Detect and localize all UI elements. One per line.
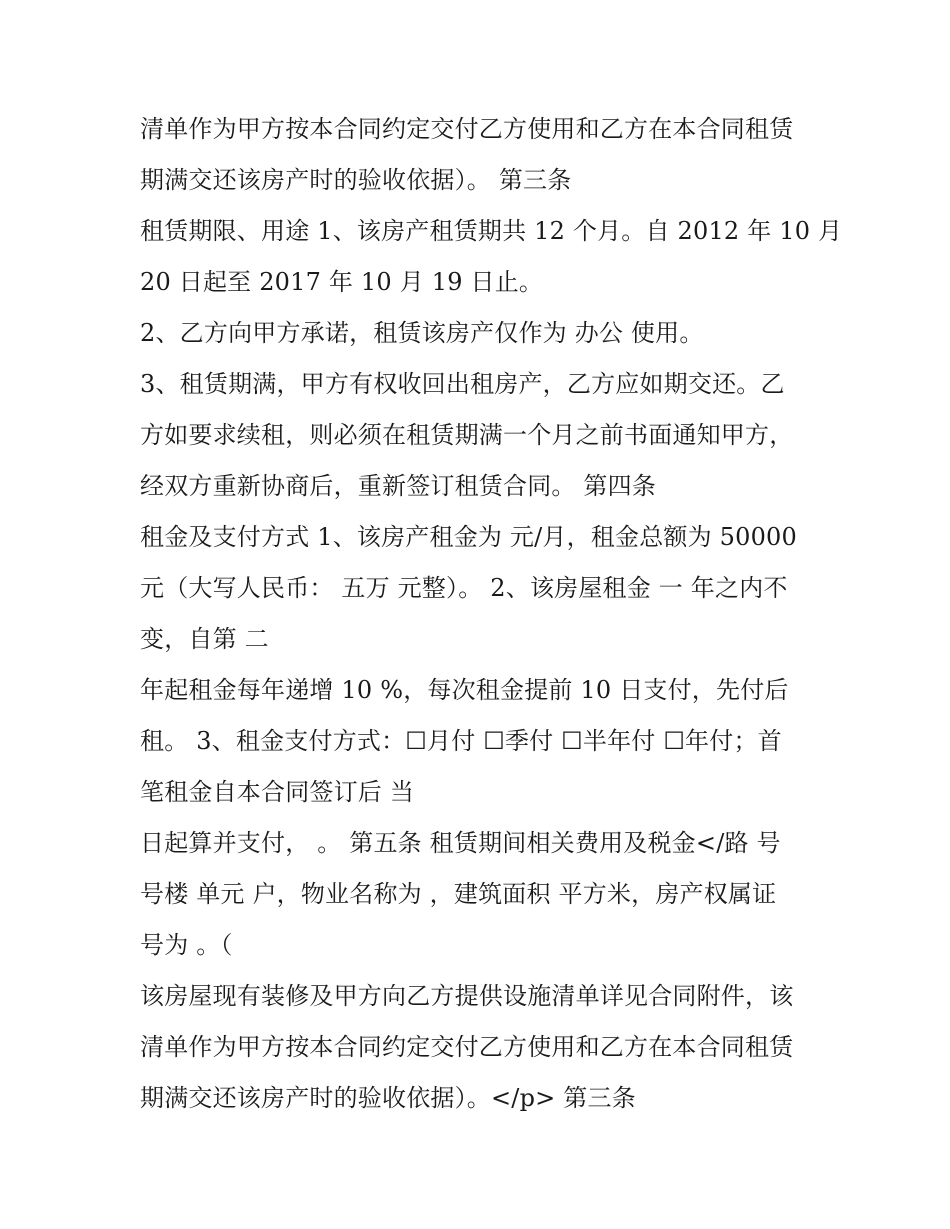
- text-line: 2、乙方向甲方承诺，租赁该房产仅作为 办公 使用。: [140, 319, 704, 347]
- text-line: 期满交还该房产时的验收依据）。 第三条: [140, 166, 572, 194]
- text-line: 经双方重新协商后，重新签订租赁合同。 第四条: [140, 472, 657, 500]
- text-line: 该房屋现有装修及甲方向乙方提供设施清单详见合同附件，该: [140, 982, 794, 1010]
- text-line: 变，自第 二: [140, 625, 269, 653]
- text-line: 方如要求续租，则必须在租赁期满一个月之前书面通知甲方，: [140, 421, 794, 449]
- text-line: 期满交还该房产时的验收依据）。</p> 第三条: [140, 1084, 636, 1112]
- text-line: 清单作为甲方按本合同约定交付乙方使用和乙方在本合同租赁: [140, 1033, 794, 1061]
- text-line: 年起租金每年递增 10 %，每次租金提前 10 日支付，先付后: [140, 676, 789, 704]
- text-line: 号楼 单元 户，物业名称为 ，建筑面积 平方米，房产权属证: [140, 880, 777, 908]
- text-line: 租金及支付方式 1、该房产租金为 元/月，租金总额为 50000: [140, 523, 797, 551]
- text-line: 日起算并支付， 。 第五条 租赁期间相关费用及税金</路 号: [140, 829, 781, 857]
- text-line: 20 日起至 2017 年 10 月 19 日止。: [140, 268, 544, 296]
- text-line: 笔租金自本合同签订后 当: [140, 778, 415, 806]
- contract-body-text: [140, 104, 843, 1124]
- text-line: 租。 3、租金支付方式：☐月付 ☐季付 ☐半年付 ☐年付；首: [140, 727, 782, 755]
- text-line: 3、租赁期满，甲方有权收回出租房产，乙方应如期交还。乙: [140, 370, 785, 398]
- text-line: 租赁期限、用途 1、该房产租赁期共 12 个月。自 2012 年 10 月: [140, 217, 843, 245]
- text-line: 清单作为甲方按本合同约定交付乙方使用和乙方在本合同租赁: [140, 115, 794, 143]
- text-line: 元（大写人民币： 五万 元整）。 2、该房屋租金 一 年之内不: [140, 574, 788, 602]
- text-line: 号为 。（: [140, 931, 233, 959]
